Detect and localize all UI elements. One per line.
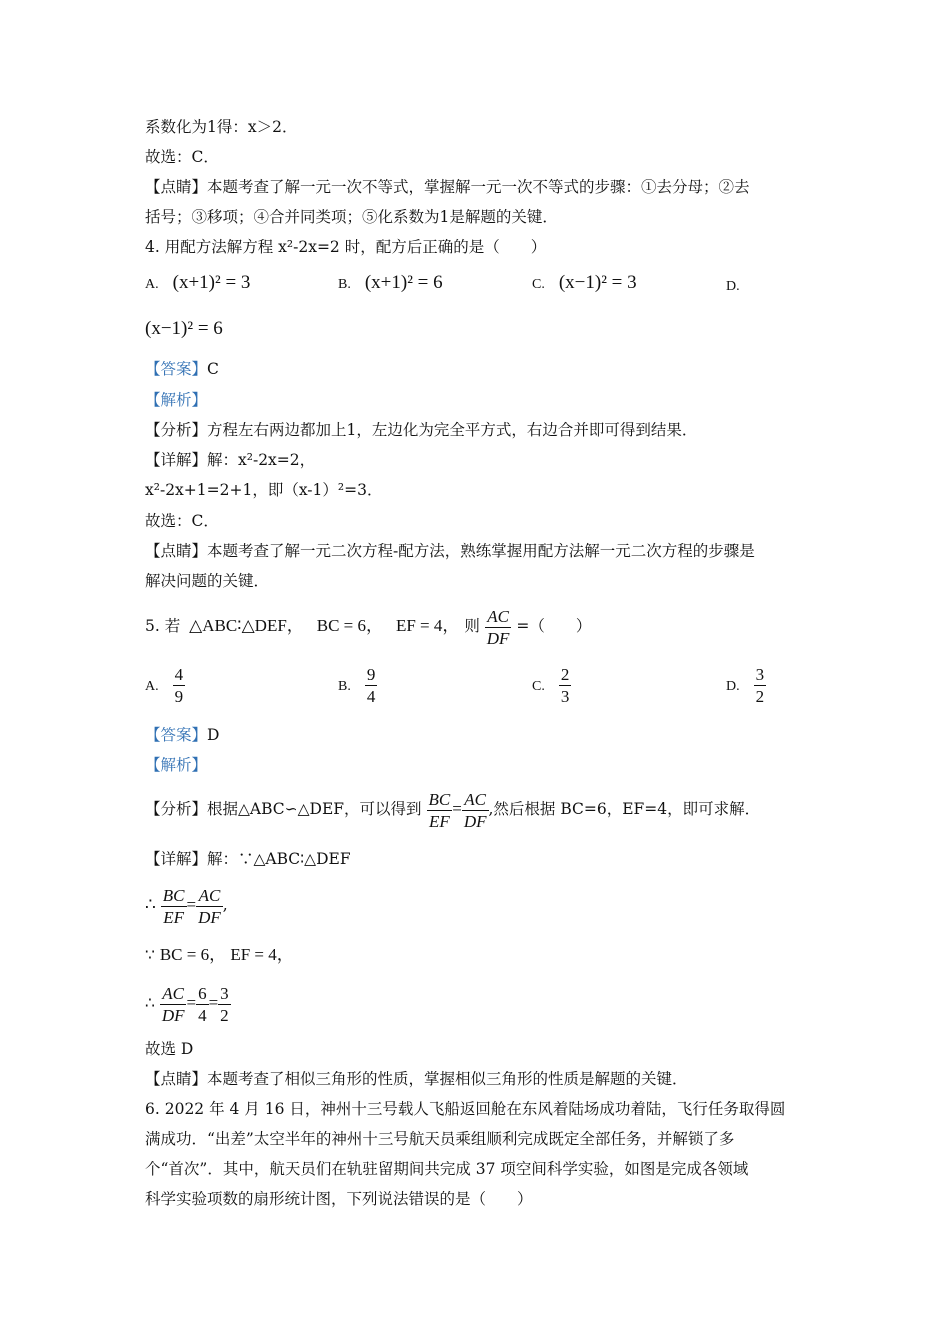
fraction: $\frac{BC}{EF}$ [162, 885, 185, 927]
question-5-stem: 5. 若 △ABC∶△DEF， BC = 6， EF = 4， 则 $\frac{AC}{DF}$ =（ ） [145, 606, 592, 648]
q5-option-a: A. $\frac{4}{9}$ [145, 665, 184, 706]
text-line: 故选：C． [145, 148, 219, 166]
option-expression: (x+1)² = 3 [172, 272, 251, 293]
text-line: 【详解】解：x²-2x=2， [145, 451, 316, 469]
text-line: 解决问题的关键． [145, 572, 270, 590]
text-line: 【详解】解：∵△ABC∶△DEF [145, 850, 351, 868]
q4-option-c [532, 272, 637, 294]
fraction: $\frac{AC}{DF}$ [486, 606, 510, 648]
fraction: $\frac{9}{4}$ [366, 665, 376, 706]
option-label: B. [338, 277, 351, 292]
text-line: 【点睛】本题考查了相似三角形的性质，掌握相似三角形的性质是解题的关键． [145, 1070, 688, 1088]
text-line: 括号；③移项；④合并同类项；⑤化系数为1是解题的关键． [145, 208, 558, 226]
answer-line: 【答案】C [145, 360, 219, 378]
question-6-stem: 个“首次”．其中，航天员们在轨驻留期间共完成 37 项空间科学实验，如图是完成各领域 [145, 1160, 749, 1178]
text-line: x²-2x+1=2+1，即（x-1）²=3． [145, 481, 383, 499]
derivation-line: ∴ $\frac{BC}{EF}$ = $\frac{AC}{DF}$ , [145, 885, 228, 927]
derivation-line: ∵ BC = 6， EF = 4， [145, 945, 294, 964]
text-line: 系数化为1得：x＞2． [145, 118, 298, 136]
question-6-stem: 满成功．“出差”太空半年的神州十三号航天员乘组顺利完成既定全部任务，并解锁了多 [145, 1130, 735, 1148]
fraction: $\frac{3}{2}$ [220, 983, 229, 1025]
question-6-stem: 科学实验项数的扇形统计图，下列说法错误的是（ ） [145, 1190, 533, 1208]
analysis-heading: 【解析】 [145, 756, 208, 774]
q4-option-a [145, 272, 250, 294]
text-line: 【分析】方程左右两边都加上1，左边化为完全平方式，右边合并即可得到结果． [145, 421, 698, 439]
option-label: C. [532, 277, 545, 292]
q5-option-c: C. $\frac{2}{3}$ [532, 665, 570, 706]
q4-option-b [338, 272, 443, 294]
answer-line: 【答案】D [145, 726, 220, 744]
fraction: $\frac{6}{4}$ [198, 983, 207, 1025]
question-6-stem: 6. 2022 年 4 月 16 日，神州十三号载人飞船返回舱在东风着陆场成功着陆，飞行任务取得圆 [145, 1100, 786, 1118]
text-line: 故选 D [145, 1040, 194, 1058]
fraction: $\frac{2}{3}$ [560, 665, 570, 706]
analysis-heading: 【解析】 [145, 391, 208, 409]
q5-option-d: D. $\frac{3}{2}$ [726, 665, 765, 706]
fraction: $\frac{BC}{EF}$ [428, 789, 451, 831]
text-line: 【点睛】本题考查了解一元一次不等式，掌握解一元一次不等式的步骤：①去分母；②去 [145, 178, 750, 196]
question-4-stem: 4. 用配方法解方程 x²-2x=2 时，配方后正确的是（ ） [145, 238, 547, 256]
text-line: 故选：C． [145, 512, 219, 530]
q4-option-d-label: D. [726, 279, 740, 294]
fraction: $\frac{AC}{DF}$ [463, 789, 487, 831]
fraction: $\frac{AC}{DF}$ [198, 885, 221, 927]
option-label: A. [145, 277, 159, 292]
q5-option-b: B. $\frac{9}{4}$ [338, 665, 376, 706]
option-expression: (x+1)² = 6 [364, 272, 443, 293]
analysis-line: 【分析】根据△ABC∽△DEF，可以得到 $\frac{BC}{EF}$ = $\frac{AC}{DF}$ ,然后根据 BC=6，EF=4，即可求解． [145, 789, 761, 831]
fraction: $\frac{3}{2}$ [755, 665, 765, 706]
q4-option-d-expression: (x−1)² = 6 [145, 318, 223, 339]
derivation-line: ∴ $\frac{AC}{DF}$ = $\frac{6}{4}$ = $\frac{3}{2}$ [145, 983, 229, 1025]
option-expression: (x−1)² = 3 [558, 272, 637, 293]
text-line: 【点睛】本题考查了解一元二次方程-配方法，熟练掌握用配方法解一元二次方程的步骤是 [145, 542, 755, 560]
fraction: $\frac{4}{9}$ [174, 665, 184, 706]
fraction: $\frac{AC}{DF}$ [161, 983, 185, 1025]
